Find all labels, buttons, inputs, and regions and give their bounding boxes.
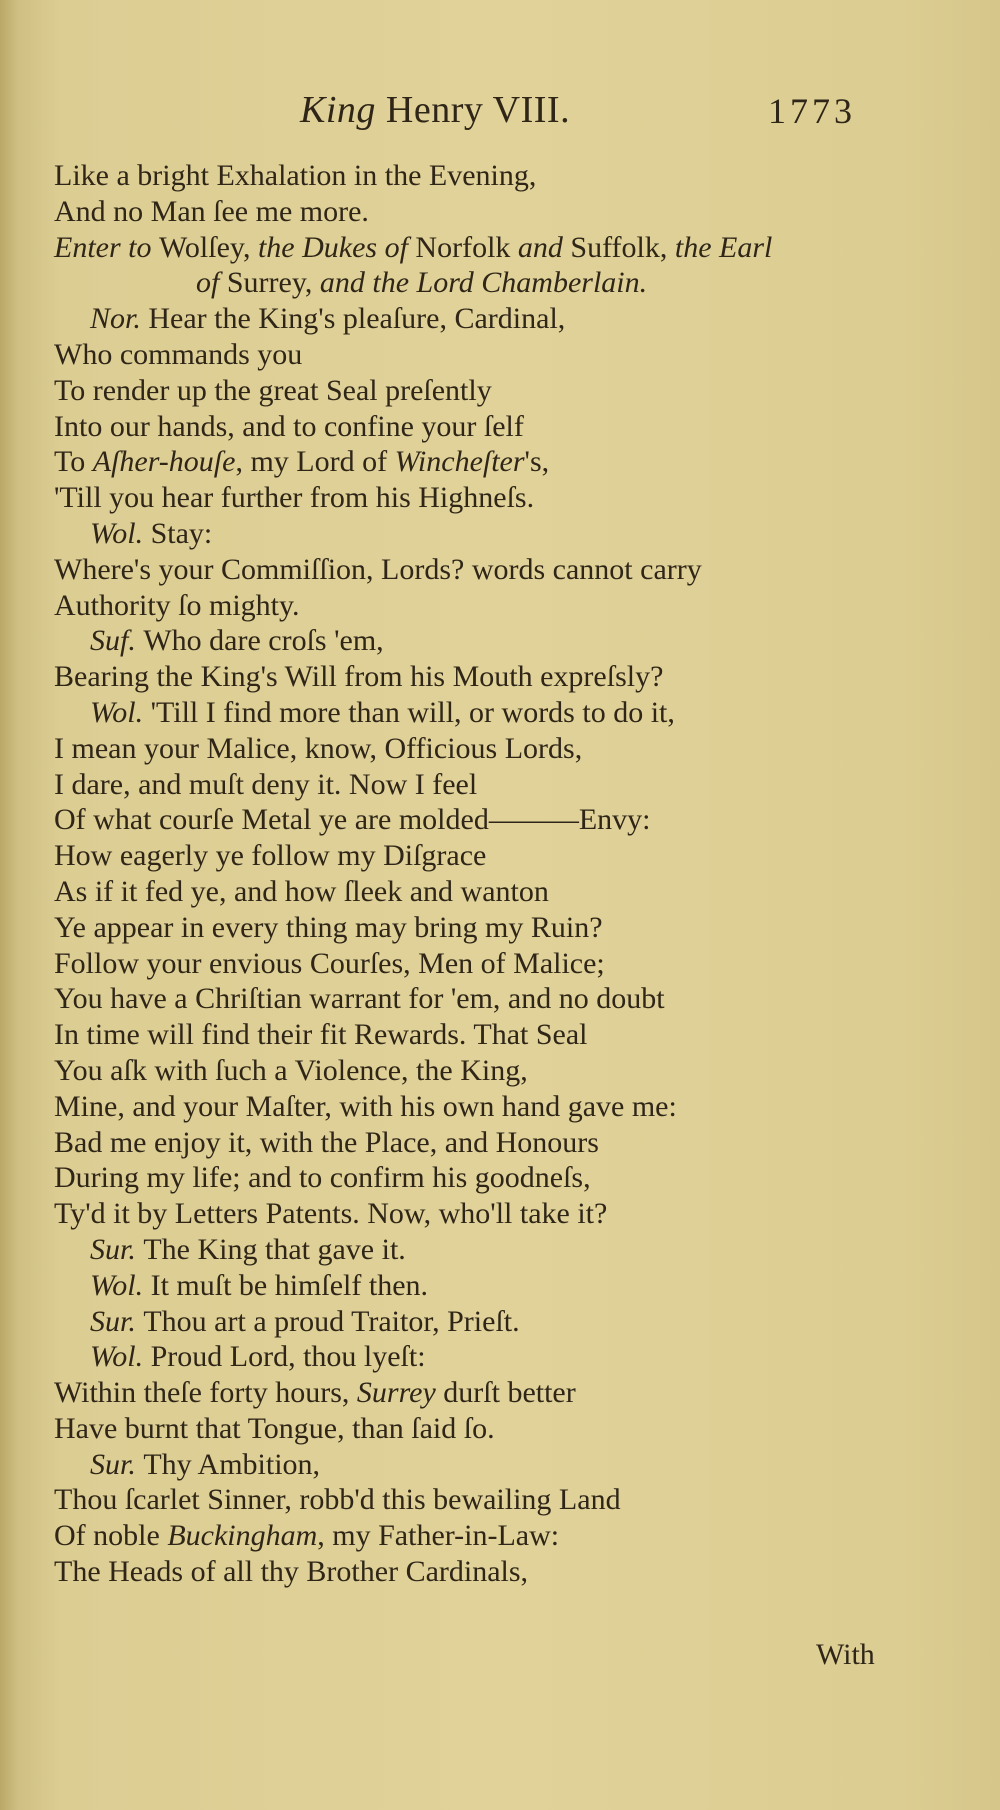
- italic-text: of: [196, 266, 227, 300]
- roman-text: Where's your Commiſſion, Lords? words cannot carry: [54, 552, 702, 586]
- verse-line: [54, 480, 914, 516]
- verse-line: [54, 981, 914, 1017]
- roman-text: You aſk with ſuch a Violence, the King,: [54, 1053, 528, 1087]
- verse-line: [54, 1554, 914, 1590]
- page-number: 1773: [768, 91, 856, 131]
- italic-text: Nor.: [90, 302, 149, 336]
- play-text: [54, 158, 914, 1590]
- roman-text: Proud Lord, thou lyeſt:: [150, 1340, 426, 1374]
- verse-line: [54, 158, 914, 194]
- verse-line: [54, 552, 914, 588]
- roman-text: To: [54, 445, 93, 479]
- verse-line: [54, 838, 914, 874]
- roman-text: The King that gave it.: [143, 1232, 406, 1266]
- verse-line: [54, 1375, 914, 1411]
- italic-text: the Dukes of: [257, 230, 416, 264]
- roman-text: Who dare croſs 'em,: [143, 624, 384, 658]
- roman-text: Within theſe forty hours,: [54, 1376, 357, 1410]
- speech-line: [54, 1232, 914, 1268]
- roman-text: And no Man ſee me more.: [54, 194, 369, 228]
- roman-text: 'Till I find more than will, or words to do it,: [150, 695, 675, 729]
- verse-line: [54, 1482, 914, 1518]
- roman-text: Have burnt that Tongue, than ſaid ſo.: [54, 1411, 495, 1445]
- roman-text: , my Father-in-Law:: [317, 1519, 560, 1553]
- roman-text: Bad me enjoy it, with the Place, and Honours: [54, 1125, 599, 1159]
- verse-line: [54, 194, 914, 230]
- italic-text: Sur.: [90, 1304, 144, 1338]
- roman-text: Ty'd it by Letters Patents. Now, who'll take it?: [54, 1197, 608, 1231]
- roman-text: The Heads of all thy Brother Cardinals,: [54, 1555, 529, 1589]
- italic-text: Wol.: [90, 1340, 151, 1374]
- speech-line: [54, 1304, 914, 1340]
- verse-line: [54, 1089, 914, 1125]
- italic-text: the Earl: [674, 230, 773, 264]
- speech-line: [54, 1447, 914, 1483]
- running-title: [300, 88, 570, 132]
- verse-line: [54, 659, 914, 695]
- verse-line: [54, 1053, 914, 1089]
- verse-line: [54, 1411, 914, 1447]
- italic-text: Wol.: [90, 516, 151, 550]
- stage-direction-line: [54, 265, 914, 301]
- roman-text: As if it fed ye, and how ſleek and wanton: [54, 874, 549, 908]
- roman-text: Ye appear in every thing may bring my Ruin?: [54, 910, 603, 944]
- verse-line: [54, 910, 914, 946]
- verse-line: [54, 802, 914, 838]
- verse-line: [54, 588, 914, 624]
- verse-line: [54, 731, 914, 767]
- italic-text: Sur.: [90, 1232, 144, 1266]
- roman-text: durſt better: [435, 1376, 576, 1410]
- speech-line: [54, 1339, 914, 1375]
- roman-text: Wolſey,: [159, 230, 258, 264]
- title-roman: Henry VIII.: [385, 89, 571, 131]
- italic-text: and the Lord Chamberlain.: [319, 266, 648, 300]
- roman-text: In time will find their fit Rewards. That Seal: [54, 1018, 588, 1052]
- speech-line: [54, 516, 914, 552]
- roman-text: Thou art a proud Traitor, Prieſt.: [143, 1304, 520, 1338]
- verse-line: [54, 1160, 914, 1196]
- roman-text: Mine, and your Maſter, with his own hand gave me:: [54, 1089, 677, 1123]
- speech-line: [54, 301, 914, 337]
- speech-line: [54, 695, 914, 731]
- speech-line: [54, 623, 914, 659]
- verse-line: [54, 444, 914, 480]
- italic-text: Buckingham: [167, 1519, 318, 1553]
- roman-text: Follow your envious Courſes, Men of Malice;: [54, 946, 605, 980]
- roman-text: You have a Chriſtian warrant for 'em, and no doubt: [54, 982, 665, 1016]
- verse-line: [54, 1017, 914, 1053]
- roman-text: Who commands you: [54, 337, 303, 371]
- roman-text: Thou ſcarlet Sinner, robb'd this bewailing Land: [54, 1483, 621, 1517]
- italic-text: Wol.: [90, 1268, 151, 1302]
- roman-text: How eagerly ye follow my Diſgrace: [54, 839, 487, 873]
- roman-text: Hear the King's pleaſure, Cardinal,: [148, 302, 566, 336]
- roman-text: Suffolk,: [570, 230, 675, 264]
- roman-text: Surrey,: [226, 266, 320, 300]
- roman-text: Bearing the King's Will from his Mouth expreſsly?: [54, 660, 664, 694]
- roman-text: Norfolk: [415, 230, 518, 264]
- verse-line: [54, 337, 914, 373]
- verse-line: [54, 373, 914, 409]
- roman-text: Authority ſo mighty.: [54, 588, 300, 622]
- speech-line: [54, 1268, 914, 1304]
- roman-text: I mean your Malice, know, Officious Lords,: [54, 731, 583, 765]
- italic-text: Surrey: [356, 1376, 436, 1410]
- roman-text: Stay:: [150, 516, 213, 550]
- italic-text: and: [517, 230, 571, 264]
- roman-text: 's,: [524, 445, 550, 479]
- verse-line: [54, 409, 914, 445]
- verse-line: [54, 1196, 914, 1232]
- verse-line: [54, 874, 914, 910]
- italic-text: Suf.: [90, 624, 144, 658]
- roman-text: Of noble: [54, 1519, 168, 1553]
- italic-text: Sur.: [90, 1447, 144, 1481]
- verse-line: [54, 946, 914, 982]
- roman-text: During my life; and to confirm his goodneſs,: [54, 1161, 591, 1195]
- title-italic: King: [300, 89, 376, 131]
- italic-text: Wincheſter: [394, 445, 525, 479]
- roman-text: I dare, and muſt deny it. Now I feel: [54, 767, 478, 801]
- verse-line: [54, 1125, 914, 1161]
- italic-text: Aſher-houſe: [92, 445, 236, 479]
- running-header: [0, 88, 1000, 138]
- roman-text: It muſt be himſelf then.: [150, 1268, 429, 1302]
- verse-line: [54, 1518, 914, 1554]
- roman-text: , my Lord of: [235, 445, 395, 479]
- roman-text: To render up the great Seal preſently: [54, 373, 492, 407]
- roman-text: Thy Ambition,: [143, 1447, 321, 1481]
- stage-direction-line: [54, 230, 914, 266]
- italic-text: Enter to: [54, 230, 159, 264]
- roman-text: Of what courſe Metal ye are molded———Envy:: [54, 803, 651, 837]
- verse-line: [54, 767, 914, 803]
- roman-text: 'Till you hear further from his Highneſs.: [54, 481, 535, 515]
- roman-text: Like a bright Exhalation in the Evening,: [54, 159, 537, 192]
- italic-text: Wol.: [90, 695, 151, 729]
- catchword: With: [816, 1638, 875, 1671]
- roman-text: Into our hands, and to confine your ſelf: [54, 409, 524, 443]
